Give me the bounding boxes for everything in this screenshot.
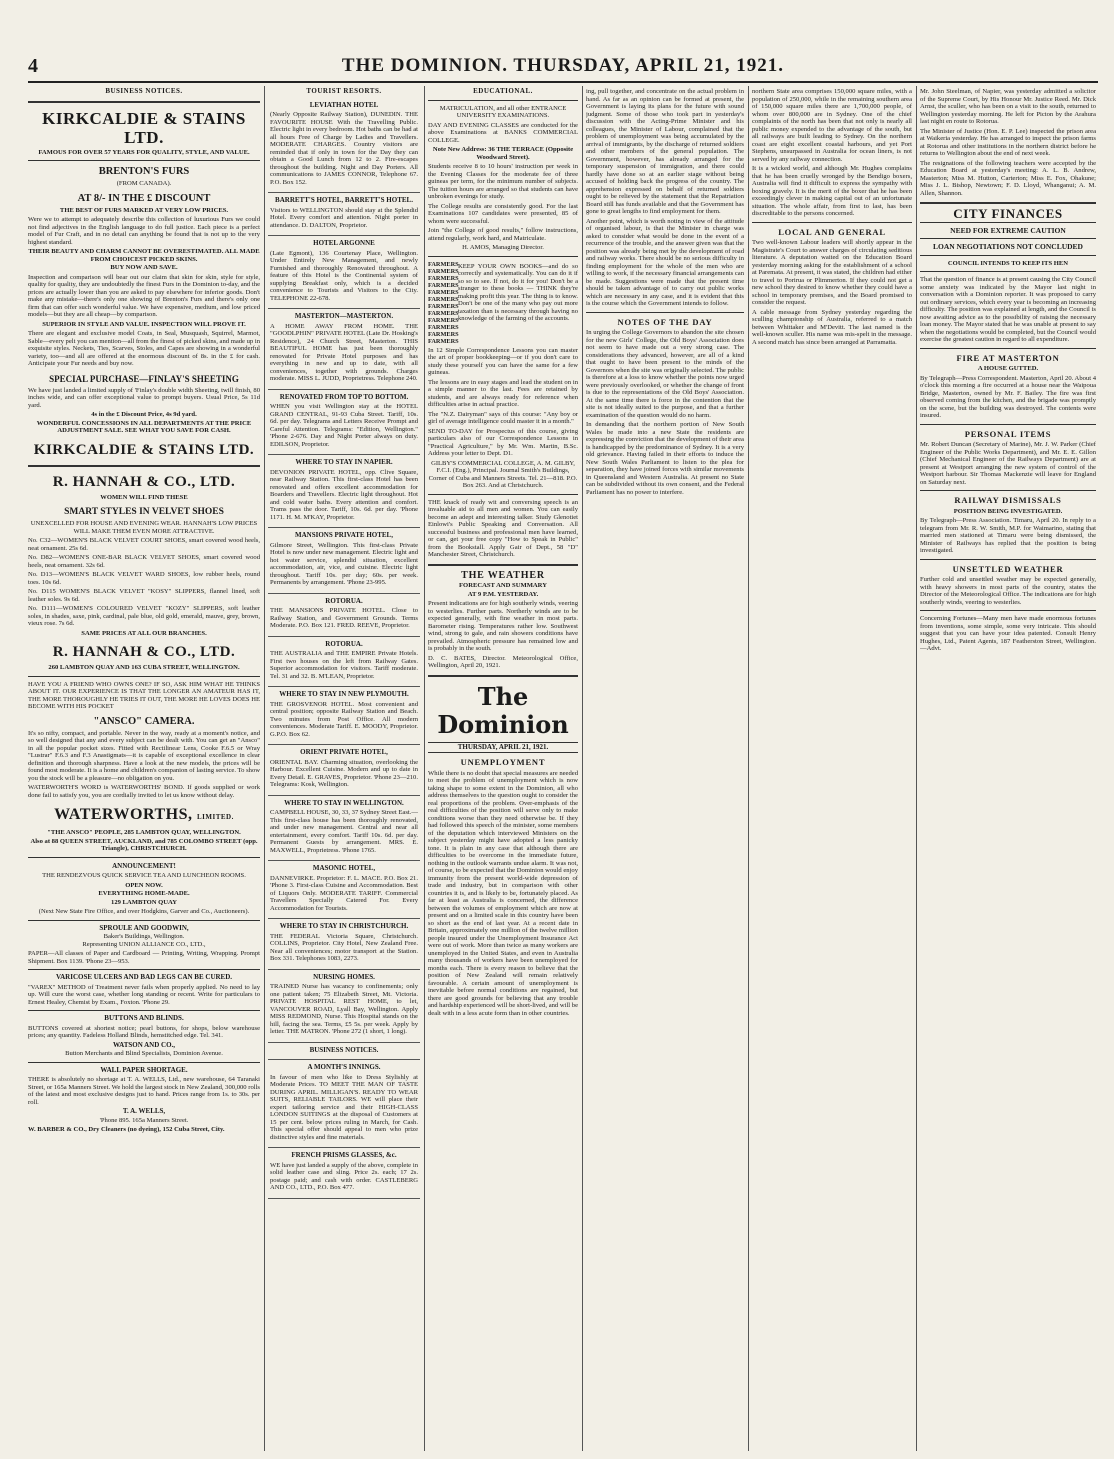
section-heading: BUSINESS NOTICES.: [105, 87, 183, 95]
divider: [428, 675, 578, 677]
resort-ad-body: THE GROSVENOR HOTEL. Most convenient and central position; opposite Railway Station and Beach. Two minutes from Post Office. All modern conveniences. Moderate Tariff. E. MOODY, Proprietor. G.P.O. Box 62.: [270, 700, 418, 738]
buy-now: BUY NOW AND SAVE.: [110, 264, 178, 271]
resort-ad-body: DANNEVIRKE. Proprietor: F. L. MACE. P.O. Box 21. 'Phone 3. First-class Cuisine and Accommodation. Best of Liquors Only. MODERATE TARIFF. Commercial Travellers Specially Catered For. Every Accommodation for Tourists.: [270, 874, 418, 912]
news-item: The resignations of the following teachers were accepted by the Education Board at yesterday's meeting: A. L. B. Andrew, Masterton; Miss M. Hutton, Carterton; Miss E. Fox, Ohakune; Miss J. L. Bishop, Newtown; F. D. Lloyd, Whanganui; A. M. Allen, Shannon.: [920, 159, 1096, 197]
city-finances-body: That the question of finance is at present causing the City Council some anxiety was indicated by the Mayor last night in conversation with a Dominion reporter. It was proposed to carry out ordinary services, which every year is becoming an increasing difficulty. The position was explained at length, and the Council is now awaiting advice as to the possibility of raising the necessary loan money. The Mayor stated that he was unable at present to say when the negotiations would be completed, but the Council would exercise the greatest caution in regard to all expenditure.: [920, 276, 1096, 343]
furs-title: BRENTON'S FURS: [98, 166, 190, 177]
column-rule: [582, 86, 583, 1451]
notes-body: In demanding that the northern portion of New South Wales be made into a new State the residents are expressing the conviction that the development of their area is handicapped by the predominance of Sydney. It is a very old grievance. Having failed in their efforts to induce the New South Wales Parliament to listen to the plea for separation, they have joined forces with similar movements in Queensland and Western Australia. At present no State can be subdivided without its own consent, and the Federal Parliament has no power to interfere.: [586, 421, 744, 496]
hannah-intro: UNEXCELLED FOR HOUSE AND EVENING WEAR. HANNAH'S LOW PRICES WILL MAKE THEM EVEN MORE ATTRACTIVE.: [30, 520, 258, 535]
kirkcaldie-tagline: FAMOUS FOR OVER 57 YEARS FOR QUALITY, STYLE, AND VALUE.: [38, 148, 250, 156]
divider: [920, 559, 1096, 560]
elegant-body: There are elegant and exclusive model Coats, in Seal, Musquash, Squirrel, Marmot, Sable—every pelt you can mention—all from the finest of picked skins, and made up in exquisite styles. Neckets, Ties, Scarves, Stoles, and Capes are showing in a wonderful variety, too—and all are offered at the enormous discount of 8s. in the £ for cash. Anticipate your Fur needs and buy now.: [28, 330, 260, 367]
resort-ad-body: THE AUSTRALIA and THE EMPIRE Private Hotels. First two houses on the left from Railway Gates. Superior accommodation for visitors. Tariff moderate. Tel. 31 and 32. B. M'LEAN, Proprietor.: [270, 650, 418, 680]
nursing-ad-title: NURSING HOMES.: [313, 972, 375, 981]
weather-time: AT 9 P.M. YESTERDAY.: [467, 590, 539, 598]
unemployment-title: UNEMPLOYMENT: [460, 757, 546, 767]
column-notes-local: [752, 86, 912, 1451]
students-body: Students receive 8 to 10 hours' instruction per week in the Evening Classes for the moderate fee of three guineas per term, for the minimum number of subjects. The tuition hours are arranged so that students can have unbroken evenings for study.: [428, 163, 578, 200]
notes-continued: northern State area comprises 150,000 square miles, with a population of 250,000, while in the remaining southern area of 150,000 square miles there are 1,700,000 people, of whom over 800,000 are in Sydney. One of the chief complaints of the north has been that not only is nearly all public money expended to the advantage of the south, but all railways are built leading to Sydney. On the northern coast are eight excellent coastal harbours, and yet Port Stephens, unsurpassed in Australia for ocean liners, is not served by any railway connection.: [752, 88, 912, 163]
column-editorial-continued: [586, 86, 744, 1451]
farmers-ad: [428, 261, 578, 345]
resort-ad: [268, 236, 420, 309]
news-item: Mr. John Steelman, of Napier, was yesterday admitted a solicitor of the Supreme Court, by His Honour Mr. Justice Reed. Mr. Dick Arnst, the sculler, who has been on a visit to the south, returned to Wellington yesterday morning. He left for Picton by the Arahura last night en route to Rotorua.: [920, 88, 1096, 125]
column-rule: [748, 86, 749, 1451]
news-item: The Minister of Justice (Hon. E. P. Lee) inspected the prison area at Waikeria yesterday. He has arranged to inspect the prison farms at Rotorua and other institutions in the northern district before he returns to Wellington about the end of next week.: [920, 127, 1096, 157]
editorial-date: THURSDAY, APRIL 21, 1921.: [428, 742, 578, 754]
send-today: SEND TO-DAY for Prospectus of this course, giving particulars also of our Correspondence Lessons in "Practical Agriculture," by Mr. Wm. Martin, B.Sc. Address your letter to Dept. D1.: [428, 427, 578, 457]
divider: [428, 100, 578, 101]
resort-ad-body: CAMPBELL HOUSE, 30, 33, 37 Sydney Street East.—This first-class house has been thoroughly renovated, and under new management. Central and near all entertainment, every comfort. Tariff 10s. 6d. per day. Permanent Guests by arrangement. MRS. E. MAXWELL, Proprietress. 'Phone 1765.: [270, 809, 418, 854]
tea-rooms: THE RENDEZVOUS QUICK SERVICE TEA AND LUNCHEON ROOMS.: [42, 872, 246, 879]
divider: [28, 920, 260, 921]
resort-ad-title: MANSIONS PRIVATE HOTEL,: [295, 531, 393, 539]
resort-ad-body: THE MANSIONS PRIVATE HOTEL. Close to Railway Station, and Government Grounds. Terms Moderate. P.O. Box 121. FRED. REEVE, Proprietor.: [270, 607, 418, 629]
home-made: EVERYTHING HOME-MADE.: [98, 890, 190, 897]
column-rule: [916, 86, 917, 1451]
hannah-heading: SMART STYLES IN VELVET SHOES: [64, 507, 224, 517]
resort-ad-title: ORIENT PRIVATE HOTEL,: [300, 748, 388, 756]
divider: [920, 271, 1096, 272]
amos-signature: H. AMOS, Managing Director.: [462, 244, 544, 251]
hannah-same-prices: SAME PRICES AT ALL OUR BRANCHES.: [81, 629, 207, 637]
editorial-body: Another point, which is worth noting in view of the attitude of organised labour, is that the Minister in charge was asked to consider what would be done in the event of a recurrence of the trouble, and the answer given was that the position was already being met by the development of road and railway works. There should be no serious difficulty in finding employment for the whole of the men who are willing to work, if the necessary financial arrangements can be made. Suggestions were made that the present time should be taken advantage of to carry out public works which are necessary in any case, and it is evident that this is the course which the Government intends to follow.: [586, 217, 744, 307]
ansco-title: "ANSCO" CAMERA.: [93, 715, 195, 727]
resort-ad: [268, 309, 420, 390]
divider: [28, 101, 260, 103]
resort-ad-title: ROTORUA.: [325, 596, 363, 605]
special-price: 4s in the £ Discount Price, 4s 9d yard.: [91, 411, 197, 418]
ansco-bond: WATERWORTH'S WORD is WATERWORTHS' BOND. If goods supplied or work done fail to satisfy you, you are cordially invited to let us know without delay.: [28, 784, 260, 799]
furs-charm: THEIR BEAUTY AND CHARM CANNOT BE OVERESTIMATED. ALL MADE FROM CHOICEST PICKED SKINS.: [28, 248, 260, 263]
divider: [428, 494, 578, 495]
milligan-ad-body: In favour of men who like to Dress Stylishly at Moderate Prices. TO MEET THE MAN OF TASTE DURING APRIL. MILLIGAN'S. READY TO WEAR SUITS, RELIABLE TAILORS. WE will place their expert tailoring service and their HIGH-CLASS LONDON SUITINGS at the disposal of Customers at 15 per cent. below prices ruling in March, for Cash. This special offer should appeal to men who prize distinctive styles and fine materials.: [270, 1073, 418, 1141]
personal-title: PERSONAL ITEMS: [964, 428, 1052, 439]
milligan-ad-title: A MONTH'S INNINGS.: [307, 1063, 381, 1071]
fire-title: FIRE AT MASTERTON: [956, 352, 1060, 363]
resort-ad-body: (Late Egmont), 136 Courtenay Place, Wellington. Under Entirely New Management, and newly Furnished and thoroughly Renovated throughout. A feature of this Hotel is the Continental system of supplying Breakfast only, which is a decided convenience to Tourists and Visitors to the City. TELEPHONE 22-678.: [270, 249, 418, 302]
sproule-sub: Baker's Buildings, Wellington.: [103, 933, 185, 940]
resort-ad-body: WHEN you visit Wellington stay at the HOTEL GRAND CENTRAL, 91-93 Cuba Street. Tariff, 10s. 6d. per day. Telegrams and Letters Receive Prompt and Careful Attention. Telegrams: "Edition, Wellington." 'Phone 2-676. Day and Night Porter always on duty. EDILSON, Proprietor.: [270, 403, 418, 448]
notes-body: In urging the College Governors to abandon the site chosen for the new Girls' College, the Old Boys' Association does not seem to have made out a very strong case. The considerations they advanced, however, are all of a kind that ought to have been present to the minds of the Governors when the site was originally selected. The public is therefore at a loss to know whether the points now urged were previously overlooked, or whether the change of front is due to the representations of the Old Boys' Association. At the same time there is force in the contention that the site is not ideally suited to the purpose, and that a further examination of the question would do no harm.: [586, 329, 744, 419]
notes-continued: It is a wicked world, and although Mr. Hughes complains that he has been cruelly wronged by the Bendigo boxers, Australia will find it difficult to express the sympathy with boxing gravely. It is the merit of the boxer that he has been exceedingly clever in making capital out of an unfortunate situation. The whole affair, from first to last, has been discreditable to the persons concerned.: [752, 165, 912, 217]
resort-ad: [268, 919, 420, 970]
newspaper-title: THE DOMINION. THURSDAY, APRIL 21, 1921.: [341, 55, 785, 76]
city-finances-sub: LOAN NEGOTIATIONS NOT CONCLUDED: [933, 242, 1083, 251]
fire-subtitle: A HOUSE GUTTED.: [977, 365, 1039, 372]
divider: [920, 202, 1096, 204]
resort-ad-body: DEVONION PRIVATE HOTEL, opp. Clive Square, near Railway Station. This first-class Hotel has been renovated and offers excellent accommodation for Boarders and Travellers. Electric light throughout. Hot and cold water baths. Every attention and comfort. Trams pass the door. Tariff, 10s. 6d. per day. 'Phone 1171. H. M. M'KAY, Proprietor.: [270, 468, 418, 521]
glasses-ad-body: WE have just landed a supply of the above, complete in solid leather case and sling. Price 2s. each; 17 2s. postage paid; and cash with order. CASTLEBERG AND CO., LTD., P.O. Box 477.: [270, 1161, 418, 1191]
superior-heading: SUPERIOR IN STYLE AND VALUE. INSPECTION WILL PROVE IT.: [42, 320, 246, 328]
furs-body: Were we to attempt to adequately describe this collection of luxurious Furs we could not find adjectives in the English language to do full justice. Each piece is a perfect model of Fur Craft, and in no detail can anything be found that is not up to the very highest standard.: [28, 216, 260, 246]
resort-ad-title: MASONIC HOTEL,: [312, 864, 376, 872]
milligan-ad: [268, 1060, 420, 1148]
furs-from: (FROM CANADA).: [116, 180, 172, 187]
varicose-title: VARICOSE ULCERS AND BAD LEGS CAN BE CURED.: [55, 973, 233, 981]
unemployment-body: While there is no doubt that special measures are needed to meet the problem of unemployment which is now taking shape to some extent in the Dominion, all who address themselves to the question ought to consider the real proportions of the problem. Over-emphasis of the real difficulties of the position will serve only to make conditions worse than they need otherwise be. If they had followed this speech of the minister, some members of the deputation which interviewed Ministers on the subject yesterday might have adopted a less panicky tone. It is plain in any case that although there are difficulties to be overcome in the immediate future, nothing in the outlook warrants undue alarm. It was not, of course, to be expected that the Dominion would enjoy immunity from the present world-wide depression of trade and industry, but in comparison with other countries it is, and is likely to be, fortunately placed. As far at least as Australia is concerned, the difference between the volumes of employment which are now at present and on a limited scale in this country have been so short as the end of last year. At a recent date in Britain, approximately one million of the twelve million people insured under the Unemployment Insurance Act were out of work. More than twice as many workers are unemployed in the United States, and even in Australia many thousands of workers have been unemployed for months each. There is every reason to believe that the position of New Zealand will remain relatively favourable. A certain amount of unemployment is inevitable before normal conditions are regained, but there are good grounds for believing that any trouble and hardship experienced will be short-lived, and will be dealt with in a less acute form than in other countries.: [428, 769, 578, 1017]
hannah-address: 260 LAMBTON QUAY AND 163 CUBA STREET, WELLINGTON.: [48, 664, 240, 671]
lessons-body: The lessons are in easy stages and lead the student on in a simple manner to the last. Fees are retained by students, and are always ready for reference when difficulties arise in actual practice.: [428, 378, 578, 408]
resort-ad: [268, 861, 420, 919]
quay-address: 129 LAMBTON QUAY: [111, 898, 177, 906]
resort-ad-body: Visitors to WELLINGTON should stay at the Splendid Hotel. Every comfort and attention. Night porter in attendance. D. DALTON, Proprietor.: [270, 206, 418, 229]
buttons-body: BUTTONS covered at shortest notice; pearl buttons, for shops, below warehouse prices; any quantity. Fadeless Holland Blinds, hemstitched edge. Tel. 341.: [28, 1024, 260, 1039]
city-finances-sub: COUNCIL INTENDS TO KEEP ITS HEN: [947, 259, 1069, 267]
hannah-item: No. D13—WOMEN'S BLACK VELVET WARD SHOES, low rubber heels, round toes. 10s 6d.: [28, 571, 260, 586]
matric-heading: MATRICULATION, and all other ENTRANCE UNIVERSITY EXAMINATIONS.: [439, 104, 567, 119]
resort-ad-title: RENOVATED FROM TOP TO BOTTOM.: [279, 392, 409, 401]
waterworths-title: WATERWORTHS, LIMITED.: [54, 806, 234, 823]
weather-subtitle: FORECAST AND SUMMARY: [459, 582, 547, 589]
page-number: 4: [28, 55, 38, 77]
divider: [920, 222, 1096, 223]
resort-ad: [268, 637, 420, 688]
resort-ad-title: ROTORUA.: [325, 639, 363, 648]
resort-ad-title: MASTERTON—MASTERTON.: [294, 312, 394, 320]
kirkcaldie-title: KIRKCALDIE & STAINS LTD.: [42, 108, 246, 147]
gilby-college: GILBY'S COMMERCIAL COLLEGE, A. M. GILBY, F.C.I. (Eng.), Principal. Journal Smith's Buildings, Corner of Cuba and Manners Streets. Tel. 21—818. P.O. Box 263. And at Christchurch.: [428, 459, 578, 489]
nursing-ad-body: TRAINED Nurse has vacancy to confinements; only one patient taken; 75 Elizabeth Street, Mt. Victoria. PRIVATE HOSPITAL REST HOME, to let, VANCOUVER ROAD, Lyall Bay, Wellington. Apply MISS REDMOND, Nurse. This Hospital stands on the hill, facing the sea. Terms, £5 5s. per week. Apply by letter. THE MATRON. 'Phone 272 (1 short, 1 long).: [270, 983, 418, 1035]
announcement: ANNOUNCEMENT!: [112, 861, 176, 870]
watson-sub: Button Merchants and Blind Specialists, Dominion Avenue.: [65, 1050, 223, 1057]
divider: [920, 610, 1096, 611]
divider: [428, 564, 578, 566]
section-heading: BUSINESS NOTICES.: [309, 1045, 379, 1054]
resort-ad-body: ORIENTAL BAY. Charming situation, overlooking the Harbour. Excellent Cuisine. Modern and up to date in Every Detail. E. GRAVES, Proprietor. 'Phone 23—210. Telegrams: Kosk, Wellington.: [270, 758, 418, 788]
ansco-intro: HAVE YOU A FRIEND WHO OWNS ONE? IF SO, ASK HIM WHAT HE THINKS ABOUT IT. OUR EXPERIENCE IS THAT THE LONGER AN AMATEUR HAS IT, THE MORE THOROUGHLY HE TRIES IT OUT, THE MORE HE LOVES DOES HE BECOME WITH HIS POCKET: [28, 680, 260, 710]
concessions: WONDERFUL CONCESSIONS IN ALL DEPARTMENTS AT THE PRICE ADJUSTMENT SALE. SEE WHAT YOU SAVE FOR CASH.: [36, 419, 252, 434]
hannah-title-footer: R. HANNAH & CO., LTD.: [52, 644, 236, 660]
column-rule: [264, 86, 265, 1451]
weather-title: THE WEATHER: [461, 569, 545, 581]
dominion-nameplate: The Dominion: [437, 681, 569, 739]
farmers-body: KEEP YOUR OWN BOOKS—and do so correctly and systematically. You can do it if so so to see. If not, do it for you! Don't be a stranger to these books — THINK they're making profit this year. The thing is to know. Don't be one of the many who pay out more taxation than is necessary through having no knowledge of the farming of the accounts.: [458, 262, 578, 322]
resort-ad-title: WHERE TO STAY IN CHRISTCHURCH.: [279, 922, 409, 930]
glasses-ad: [268, 1148, 420, 1199]
resort-ad-title: BARRETT'S HOTEL, BARRETT'S HOTEL.: [275, 196, 413, 204]
divider: [586, 312, 744, 313]
divider: [28, 676, 260, 677]
watson-title: WATSON AND CO.,: [112, 1040, 176, 1049]
knack-ad: THE knack of ready wit and conversing speech is an invaluable aid to all men and women. You can easily become an adept and interesting talker. Study Glenotiet Einlowi's Public Speaking and Conversation. All successful business and professional men have learned, or can, get your free copy "How to Speak in Public" from the Bookstall. Apply Gair of Dept., 58 "D" Manchester Street, Christchurch.: [428, 498, 578, 558]
weather-signature: D. C. BATES, Director. Meteorological Office, Wellington, April 20, 1921.: [428, 654, 578, 669]
resort-ad: [268, 594, 420, 637]
resort-ad-title: WHERE TO STAY IN NAPIER.: [295, 458, 393, 466]
unsettled-weather-title: UNSETTLED WEATHER: [952, 563, 1064, 574]
local-general-body: A cable message from Sydney yesterday regarding the sculling championship of Australia, referred to a match between Whittaker and M'Devitt. The last named is the well-known sculler. His name was mis-spelt in the message. A second match has since been arranged at Parramatta.: [752, 308, 912, 346]
divider: [920, 424, 1096, 425]
wells-address: 'Phone 895. 165a Manners Street.: [99, 1116, 189, 1124]
nursing-ad: [268, 970, 420, 1043]
section-heading: EDUCATIONAL.: [473, 87, 533, 95]
divider: [920, 348, 1096, 349]
open-now: OPEN NOW.: [125, 881, 163, 889]
resort-ad-title: HOTEL ARGONNE: [313, 239, 375, 247]
editorial-body: ing, pull together, and concentrate on the actual problem in hand. As far as an opinion can be formed at present, the Government is laying its plans for the future with sound judgment. Some of those who took part in yesterday's discussion with the Acting-Prime Minister and his colleagues, the Minister of Labour, complained that the problem of unemployment was being accumulated by the arrival of immigrants, by the discharge of returned soldiers and other members of the general population. The Government, however, has already arranged for the temporary suspension of immigration, and there could hardly have done so at an earlier stage without being accused of holding back the progress of the country. The apprehension expressed on behalf of returned soldiers ought to be relieved by the statement that the Repatriation Board still has funds available and that the Government has gone to great lengths to find employment for them.: [586, 88, 744, 215]
resort-ad: [268, 193, 420, 236]
wells-title: T. A. WELLS,: [122, 1107, 166, 1115]
hannah-item: No. D111—WOMEN'S COLOURED VELVET "KOZY" SLIPPERS, soft leather soles, in shades, saxe, pink, cardinal, pale blue, old gold, emerald, mauve, grey, brown, vieux rose. 7s 6d.: [28, 605, 260, 627]
resort-ad: [268, 687, 420, 745]
special-purchase: SPECIAL PURCHASE—FINLAY'S SHEETING: [49, 373, 239, 384]
resort-ad: [268, 528, 420, 594]
fire-body: By Telegraph—Press Correspondent. Masterton, April 20. About 4 o'clock this morning a fire occurred at a house near the Waipoua Bridge, Masterton, owned by Mr. F. Bailey. The fire was first observed coming from the kitchen, and the brigade was promptly on the scene, but the building was destroyed. The contents were insured.: [920, 374, 1096, 419]
divider: [28, 857, 260, 858]
notes-title: NOTES OF THE DAY: [617, 316, 713, 327]
divider: [28, 969, 260, 970]
barber-notice: W. BARBER & CO., Dry Cleaners (no dyeing), 152 Cuba Street, City.: [28, 1126, 225, 1133]
resort-ad-body: (Nearly Opposite Railway Station), DUNEDIN. THE FAVOURITE HOUSE With the Travelling Public. Electric light in every bedroom. Hot baths can be had at all hours Free of Charge by Ladies and Travellers. MODERATE CHARGES. Country visitors are reminded that if only in town for the Day they can obtain a Good Lunch from 12 to 2. Fire-escapes throughout the building. Night and Day Porters. All communications to JAMES CONNOR, Telephone 67. P.O. Box 152.: [270, 111, 418, 186]
resort-ad-body: Gilmore Street, Wellington. This first-class Private Hotel is now under new management. Electric light and hot water service, splendid situation, excellent accommodation, air, vice, and cuisine. Electric light throughout. Tariff 10s. per day; 60s. per week. Permanents by arrangement. 'Phone 23-995.: [270, 541, 418, 586]
local-general-title: LOCAL AND GENERAL: [778, 226, 886, 237]
waterworths-address-branches: Also at 88 QUEEN STREET, AUCKLAND, and 785 COLOMBO STREET (opp. Triangle), CHRISTCHURCH.: [30, 837, 258, 852]
waterworths-address: "THE ANSCO" PEOPLE, 285 LAMBTON QUAY, WELLINGTON.: [47, 829, 241, 836]
business-heading-block: [268, 1043, 420, 1061]
resort-ad-title: WHERE TO STAY IN NEW PLYMOUTH.: [279, 690, 409, 698]
column-business-notices: [28, 86, 260, 1451]
hannah-item: No. C32—WOMEN'S BLACK VELVET COURT SHOES, smart covered wood heels, neat ornament. 25s 6d.: [28, 537, 260, 552]
masthead: [28, 55, 1098, 83]
resort-ad: [268, 390, 420, 456]
varex-body: "VAREX" METHOD of Treatment never fails when properly applied. No need to lay up. Will cure the worst case, whether long standing or recent. Write for particulars to Ernest Healey, Chemist by Exam., Foxton. 'Phone 29.: [28, 983, 260, 1006]
sproule-body: PAPER—All classes of Paper and Cardboard — Printing, Writing, Wrapping. Prompt Shipment. Box 1139. 'Phone 23—953.: [28, 950, 260, 965]
city-finances-title: CITY FINANCES: [953, 206, 1063, 221]
section-heading: TOURIST RESORTS.: [306, 87, 382, 95]
divider: [920, 490, 1096, 491]
weather-body: Present indications are for high southerly winds, veering to westerlies. Further parts. Northerly winds are to be expected generally, with fine weather in most parts. Barometer rising. Temperatures rather low. Southwest wind, strong to gale, and rain showers conditions have prevailed. Atmospheric pressure has remained low and is probably in the south.: [428, 600, 578, 652]
personal-body: Mr. Robert Duncan (Secretary of Marine), Mr. J. W. Parker (Chief Engineer of the Public Works Department), and Mr. E. E. Gillon (Chief Mechanical Engineer of the Railways Department) are at present at Westport arranging the new system of control of the Westport harbour. Sir Thomas Mackenzie will leave for England on Saturday next.: [920, 441, 1096, 486]
city-finances-sub: NEED FOR EXTREME CAUTION: [950, 225, 1066, 235]
column-tourist-resorts: [268, 86, 420, 1451]
sproule-title: SPROULE AND GOODWIN,: [99, 923, 189, 932]
resort-ad-body: A HOME AWAY FROM HOME. THE "GOODLPHIN" PRIVATE HOTEL (Late Dr. Hosking's Residence), 24 Church Street, Masterton. THIS BEAUTIFUL HOME has just been thoroughly renovated for Private Hotel purposes and has everything in new and up to date, with all conveniences, together with grounds. Charges moderate. MISS L. JUDD, Proprietress. Telephone 240.: [270, 322, 418, 382]
sproule-rep: Representing UNION ALLIANCE CO., LTD.,: [82, 940, 206, 948]
farmers-label-stack: FARMERS FARMERS FARMERS FARMERS FARMERS FARMERS FARMERS FARMERS FARMERS FARMERS FARMERS FARMERS: [428, 260, 459, 345]
divider: [28, 1010, 260, 1011]
resort-ad: [268, 745, 420, 796]
dairyman-quote: The "N.Z. Dairyman" says of this course: "Any boy or girl of average intelligence could master it in a month.": [428, 410, 578, 425]
column-rule: [424, 86, 425, 1451]
railway-body: By Telegraph—Press Association. Timaru, April 20. In reply to a telegram from Mr. R. W. Smith, M.P. for Waimarino, stating that married men stationed at Timaru were being dismissed, the Minister of Railways has replied that the position is being investigated.: [920, 517, 1096, 554]
column-news: [920, 86, 1096, 1451]
divider: [28, 160, 260, 161]
column-educational-editorial: [428, 86, 578, 1451]
resort-ad: [268, 796, 420, 862]
classified-grid: [28, 862, 260, 1136]
local-general-body: Two well-known Labour leaders will shortly appear in the Magistrate's Court to answer charges of circulating seditious literature. A deputation waited on the Education Board yesterday morning asking for the establishment of a school at Paremata. At present, it was stated, the children had either to travel to Porirua or Plimmerton. If they could not get a new school they desired to know whether they could have a school in temporary premises, and the Board promised to consider the request.: [752, 239, 912, 306]
unsettled-weather-body: Further cold and unsettled weather may be expected generally, with heavy showers in most parts of the country, states the Director of the Meteorological Office. The indications are for high southerly winds, veering to westerlies.: [920, 576, 1096, 606]
resort-ad-title: WHERE TO STAY IN WELLINGTON.: [284, 798, 404, 807]
railway-subtitle: POSITION BEING INVESTIGATED.: [953, 507, 1063, 515]
resort-ad-body: THE FEDERAL Victoria Square, Christchurch. COLLINS, Proprietor. City Hotel, New Zealand Free. Near all conveniences; motor transport at the Station. Box 331. Telephones 1083, 2273.: [270, 932, 418, 962]
divider: [920, 255, 1096, 256]
railway-title: RAILWAY DISMISSALS: [954, 495, 1062, 505]
classified-left: [28, 862, 260, 1136]
hannah-item: No. D82—WOMEN'S ONE-BAR BLACK VELVET SHOES, smart covered wood heels, neat ornament. 32s 6d.: [28, 554, 260, 569]
resort-ad-title: LEVIATHAN HOTEL: [309, 100, 379, 109]
classes-notice: DAY AND EVENING CLASSES are conducted for the above Examinations at BANKS COMMERCIAL COLLEGE.: [428, 121, 578, 144]
glasses-ad-title: FRENCH PRISMS GLASSES, &c.: [291, 1151, 397, 1159]
divider: [28, 465, 260, 467]
quay-sub: (Next New State Fire Office, and over Hodgkins, Garver and Co., Auctioneers).: [38, 908, 250, 915]
divider: [28, 1062, 260, 1063]
fortunes-notice: Concerning Fortunes—Many men have made enormous fortunes from inventions, some simple, some very intricate. This should suggest that you can have your idea patented. Consult Henry Hughes, Ltd., Patent Agents, 187 Featherston Street, Wellington.—Advt.: [920, 615, 1096, 652]
hannah-sub: WOMEN WILL FIND THESE: [100, 493, 188, 501]
ansco-body: It's so nifty, compact, and portable. Never in the way, ready at a moment's notice, and so well designed that any and every subject can be dealt with. You can get an "Ansco" in all the popular pocket sizes. Fitted with Rectilinear Lens, Cooke F.6.5 or Wray "Lustrar" F.6.3 and F.3 Anastigmats—it is capable of exceptional excellence in clear definition and thorough sharpness. Have a look at the new models, the prices will be found most moderate. It is a home and children's companion of lasting service. To show you the stock will be a pleasure—no obligation on you.: [28, 729, 260, 782]
hannah-item: No. D115 WOMEN'S BLACK VELVET "KOSY" SLIPPERS, flannel lined, soft leather soles. 9s 6d.: [28, 588, 260, 603]
college-body: The College results are consistently good. For the last Examinations 107 candidates were presented, 85 of whom were successful.: [428, 202, 578, 225]
special-body: We have just landed a limited supply of 'Finlay's double width Sheeting, twill finish, 80 inches wide, and can offer exceptional value to prompt buyers. Usual Price, 5s 11d yard.: [28, 386, 260, 409]
buttons-title: BUTTONS AND BLINDS.: [104, 1014, 184, 1022]
resort-ad: [268, 98, 420, 194]
join-body: Join "the College of good results," follow instructions, attend regularly, work hard, and Matriculate.: [428, 227, 578, 242]
wallpaper-body: THERE is absolutely no shortage at T. A. WELLS, Ltd., new warehouse, 64 Taranaki Street, or 165a Manners Street. We hold the largest stock in New Zealand, 300,000 rolls of the latest and most exclusive designs just to hand. Prices range from 1s. to 30s. per roll.: [28, 1076, 260, 1106]
divider: [428, 256, 578, 257]
divider: [752, 222, 912, 223]
kirkcaldie-title-footer: KIRKCALDIE & STAINS LTD.: [33, 441, 255, 458]
furs-best: THE BEST OF FURS MARKED AT VERY LOW PRICES.: [59, 206, 229, 214]
wallpaper-title: WALL PAPER SHORTAGE.: [100, 1065, 188, 1074]
furs-discount: AT 8/- IN THE £ DISCOUNT: [77, 192, 211, 204]
divider: [920, 238, 1096, 239]
inspection-body: Inspection and comparison will bear out our claim that skin for skin, style for style, quality for quality, they are undoubtedly the finest Furs in the Dominion to-day, and the prices are actually lower than you are asked to pay elsewhere for inferior goods. Don't make any mistake—there's only one showing of Brenton's Furs and there's only one firm that can offer such wonderful value. We have expensive, medium, and low priced models—but they are all cheap—by comparison.: [28, 273, 260, 318]
hannah-title: R. HANNAH & CO., LTD.: [52, 473, 236, 490]
correspondence-body: In 12 Simple Correspondence Lessons you can master the art of proper bookkeeping—or if you don't care to study these yourself you can have the same for a few guineas.: [428, 346, 578, 376]
new-address: Note New Address: 36 THE TERRACE (Opposite Woodward Street).: [432, 146, 574, 161]
resort-ad: [268, 455, 420, 528]
